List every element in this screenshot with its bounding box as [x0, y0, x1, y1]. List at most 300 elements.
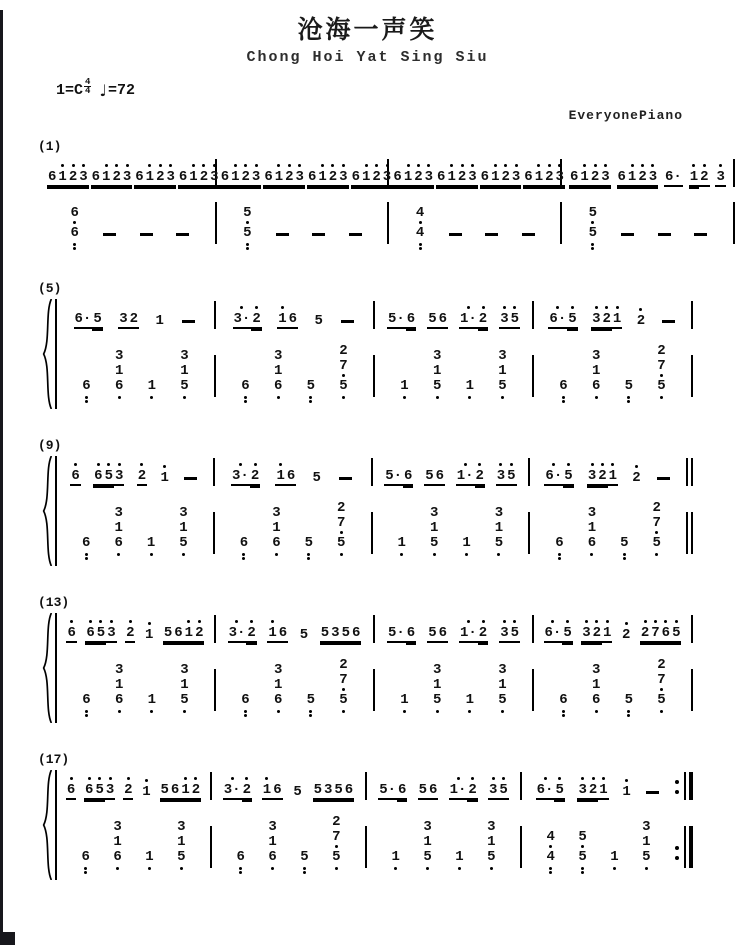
note-digit: 3	[429, 505, 439, 521]
melody-note	[96, 617, 106, 643]
octave-dot-high	[551, 620, 554, 623]
beat-position	[69, 206, 79, 252]
octave-dot-low-slot	[303, 865, 306, 876]
beat-group	[144, 619, 154, 643]
beat-group	[125, 617, 135, 643]
octave-dot-high-slot	[502, 774, 505, 782]
melody-note	[590, 161, 600, 187]
melody-note	[577, 774, 587, 800]
melody-note	[246, 617, 256, 643]
octave-dot-low	[501, 396, 504, 399]
beat-group	[436, 161, 478, 187]
note-digit: 5	[494, 535, 504, 551]
octave-dot-low-slot	[85, 708, 88, 719]
octave-dot-high	[595, 306, 598, 309]
beat-group	[155, 305, 165, 329]
octave-dot-high-slot	[331, 161, 334, 169]
bass-note	[147, 693, 157, 719]
bass-note	[465, 379, 475, 405]
octave-dot-high-slot	[467, 617, 470, 625]
note-digit: 7	[651, 625, 660, 641]
octave-dot-high	[234, 164, 237, 167]
beat-position	[465, 693, 475, 719]
octave-dot-low-slot	[558, 551, 561, 562]
octave-dot-low	[419, 243, 422, 246]
bass-note	[146, 536, 156, 562]
melody-note	[57, 161, 67, 187]
repeat-end-barline	[675, 772, 693, 800]
bass-note	[338, 344, 348, 359]
octave-dot-low	[562, 714, 565, 717]
octave-dot-high-slot	[245, 774, 248, 782]
bass-note	[432, 349, 442, 364]
dash-note	[621, 233, 634, 252]
octave-dot-high	[70, 777, 73, 780]
note-digit: 2	[478, 625, 488, 641]
melody-note	[397, 774, 407, 800]
octave-dot-high-slot	[467, 303, 470, 311]
system	[38, 281, 693, 409]
note-digit: 1	[114, 363, 124, 379]
octave-dot-low	[244, 396, 247, 399]
melody-note	[233, 303, 252, 329]
staves	[57, 613, 693, 723]
octave-dot-low-slot	[433, 551, 436, 562]
note-digit: 3	[648, 169, 658, 185]
octave-dot-low-slot	[655, 551, 658, 562]
barline	[691, 512, 693, 554]
beat-position	[306, 379, 316, 405]
melody-note	[664, 161, 683, 187]
bass-note	[397, 536, 407, 562]
octave-dot-high	[239, 463, 242, 466]
melody-note	[66, 617, 76, 643]
melody-note	[378, 774, 397, 800]
octave-dot-low	[501, 710, 504, 713]
note-digit: 5	[334, 782, 343, 798]
note-digit: 2	[657, 343, 666, 359]
note-digit: 6·	[536, 782, 554, 798]
bass-note	[429, 506, 439, 521]
octave-dot-high-slot	[616, 303, 619, 311]
end-barline	[691, 301, 693, 329]
note-digit: 6	[236, 849, 245, 865]
bass-note	[656, 379, 666, 405]
octave-dot-high-slot	[70, 774, 73, 782]
measure	[216, 344, 373, 405]
melody-note	[510, 617, 520, 643]
octave-dot-high-slot	[571, 303, 574, 311]
melody-note	[292, 776, 302, 800]
melody-note	[496, 460, 506, 486]
bass-note	[179, 364, 189, 379]
note-digit: 6	[437, 169, 446, 185]
note-digit: 7	[339, 358, 348, 374]
octave-dot-high-slot	[240, 303, 243, 311]
note-digit: 3	[423, 819, 432, 835]
dash-note	[485, 233, 498, 252]
beat-position	[449, 233, 462, 252]
beat-position	[591, 663, 601, 719]
melody-note	[371, 161, 381, 187]
note-digit: 1	[147, 692, 157, 708]
bass-note	[306, 379, 316, 405]
beat-group	[91, 161, 133, 187]
melody-note	[70, 460, 80, 486]
beat-position	[81, 536, 91, 562]
octave-dot-high	[427, 164, 430, 167]
melody-note	[101, 161, 111, 187]
duration-dash	[339, 477, 352, 480]
octave-dot-high	[198, 620, 201, 623]
bass-note	[179, 678, 189, 693]
melody-note	[295, 161, 305, 187]
measure	[375, 663, 532, 719]
octave-dot-low	[613, 867, 616, 870]
octave-dot-high-slot	[89, 617, 92, 625]
melody-note	[47, 161, 57, 187]
note-digit: 3	[339, 169, 348, 185]
melody-note	[579, 161, 589, 187]
beat-position	[299, 850, 309, 876]
bass-note	[240, 379, 250, 405]
octave-dot-high	[552, 463, 555, 466]
beat-group	[544, 460, 573, 486]
octave-dot-low	[244, 714, 247, 717]
note-digit: 1	[114, 520, 123, 536]
octave-dot-high-slot	[450, 161, 453, 169]
melody-note	[141, 776, 151, 800]
bass-note	[422, 820, 432, 835]
octave-dot-high	[625, 779, 628, 782]
octave-dot-high-slot	[198, 617, 201, 625]
melody-note	[637, 161, 647, 187]
octave-dot-high	[515, 164, 518, 167]
dash-note	[655, 469, 672, 486]
octave-dot-high	[184, 777, 187, 780]
note-digit: 5	[588, 205, 597, 221]
note-digit: 5	[578, 829, 587, 845]
octave-dot-low	[244, 400, 247, 403]
beat-position	[624, 379, 634, 405]
octave-dot-high-slot	[510, 460, 513, 468]
note-digit: 5·	[385, 468, 403, 484]
octave-dot-high	[148, 622, 151, 625]
melody-note	[263, 161, 273, 187]
octave-dot-high-slot	[605, 303, 608, 311]
melody-note	[122, 161, 132, 187]
octave-dot-high	[375, 164, 378, 167]
bass-note	[494, 506, 504, 521]
bass-note	[112, 820, 122, 835]
octave-dot-high-slot	[461, 161, 464, 169]
bass-note	[273, 349, 283, 364]
note-digit: 5	[432, 692, 442, 708]
octave-dot-low	[549, 867, 552, 870]
octave-dot-low	[562, 400, 565, 403]
octave-dot-low	[242, 557, 245, 560]
note-digit: 3	[177, 819, 186, 835]
bass-note	[338, 693, 348, 719]
melody-note	[406, 303, 416, 329]
end-barline	[691, 615, 693, 643]
octave-dot-low-slot	[627, 394, 630, 405]
octave-dot-high-slot	[548, 161, 551, 169]
melody-note	[403, 161, 413, 187]
note-digit: 3	[79, 169, 88, 185]
bass-note	[176, 850, 186, 876]
octave-dot-low	[277, 710, 280, 713]
note-digit: 5	[299, 627, 309, 643]
bass-note	[178, 521, 188, 536]
octave-dot-high	[288, 164, 291, 167]
bass-note	[336, 501, 346, 516]
note-digit: 3	[273, 348, 283, 364]
octave-dot-high-slot	[594, 161, 597, 169]
octave-dot-low-slot	[335, 865, 338, 876]
octave-dot-high-slot	[515, 161, 518, 169]
octave-dot-low	[85, 396, 88, 399]
octave-dot-low	[73, 247, 76, 250]
octave-dot-high	[129, 620, 132, 623]
melody-note	[581, 617, 591, 643]
note-digit: 5·	[379, 782, 396, 798]
note-digit: 1	[603, 625, 612, 641]
melody-note	[384, 460, 403, 486]
note-digit: 3	[273, 662, 283, 678]
beat-group	[418, 774, 439, 800]
octave-dot-high-slot	[239, 460, 242, 468]
bass-note	[591, 379, 601, 405]
bass-note	[331, 830, 341, 850]
note-digit: 2	[252, 311, 261, 327]
note-digit: 1	[180, 363, 189, 379]
octave-dot-low-slot	[660, 708, 663, 719]
bass-staff	[44, 202, 735, 252]
beat-position	[240, 693, 250, 719]
bass-staff	[57, 658, 693, 719]
octave-dot-low	[335, 845, 338, 848]
melody-note	[223, 774, 242, 800]
beat-group	[160, 774, 202, 800]
octave-dot-high	[72, 164, 75, 167]
note-digit: 6	[404, 468, 413, 484]
octave-dot-high	[159, 164, 162, 167]
octave-dot-high-slot	[503, 617, 506, 625]
octave-dot-high	[417, 164, 420, 167]
octave-dot-high	[97, 463, 100, 466]
octave-dot-high	[169, 164, 172, 167]
beat-group	[569, 161, 611, 187]
bass-note	[114, 663, 124, 678]
melody-note	[498, 774, 508, 800]
barline	[684, 826, 686, 868]
octave-dot-low	[419, 221, 422, 224]
dash-note	[644, 783, 661, 800]
octave-dot-high-slot	[244, 161, 247, 169]
beat-group	[275, 460, 296, 486]
octave-dot-low-slot	[242, 551, 245, 562]
note-digit: 5	[652, 535, 661, 551]
bass-note	[239, 536, 249, 562]
octave-dot-high	[583, 164, 586, 167]
octave-dot-low	[73, 243, 76, 246]
note-digit: 1	[462, 535, 471, 551]
bass-note	[338, 673, 348, 693]
beat-position	[494, 506, 504, 562]
melody-note	[284, 161, 294, 187]
octave-dot-high-slot	[544, 774, 547, 782]
octave-dot-high	[635, 465, 638, 468]
octave-dot-low-slot	[183, 394, 186, 405]
melody-note	[351, 617, 361, 643]
octave-dot-high	[99, 620, 102, 623]
melody-note	[511, 161, 521, 187]
note-digit: 2	[590, 169, 600, 185]
octave-dot-high	[567, 463, 570, 466]
note-digit: 1	[102, 169, 111, 185]
bass-note	[112, 835, 122, 850]
bass-note	[494, 521, 504, 536]
note-digit: 1	[465, 692, 475, 708]
melody-note	[608, 460, 618, 486]
window-left-edge	[0, 10, 3, 945]
duration-dash	[449, 233, 462, 236]
octave-dot-low-slot	[309, 708, 312, 719]
duration-dash	[646, 791, 659, 794]
measure	[57, 617, 214, 643]
end-barline	[691, 355, 693, 405]
beat-group	[263, 161, 305, 187]
beat-group	[384, 460, 413, 486]
melody-note	[544, 460, 563, 486]
melody-note	[424, 161, 434, 187]
note-digit: 6	[82, 692, 91, 708]
octave-dot-high-slot	[342, 161, 345, 169]
bass-note	[113, 521, 123, 536]
beat-group	[548, 303, 577, 329]
measure	[522, 820, 675, 876]
note-digit: 3	[119, 311, 128, 327]
note-digit: 2	[332, 814, 341, 830]
bass-note	[591, 663, 601, 678]
octave-dot-low	[85, 400, 88, 403]
octave-dot-low-slot	[277, 394, 280, 405]
note-digit: 6	[587, 535, 597, 551]
measure	[57, 303, 214, 329]
barline	[684, 772, 686, 800]
beat-position	[112, 820, 122, 876]
octave-dot-high-slot	[265, 774, 268, 782]
melody-note	[251, 161, 261, 187]
octave-dot-high	[457, 777, 460, 780]
beat-group	[137, 460, 147, 486]
beat-position	[336, 501, 346, 562]
bass-note	[429, 536, 439, 562]
note-digit: 6	[81, 849, 90, 865]
beat-position	[624, 693, 634, 719]
note-digit: 6	[393, 169, 402, 185]
octave-dot-high	[503, 620, 506, 623]
octave-dot-low	[581, 871, 584, 874]
beat-position	[147, 693, 157, 719]
melody-note	[163, 617, 173, 643]
note-digit: 3	[500, 625, 509, 641]
octave-dot-low	[271, 867, 274, 870]
note-digit: 2	[638, 169, 647, 185]
note-digit: 6	[94, 468, 103, 484]
octave-dot-low	[309, 400, 312, 403]
melody-note	[592, 617, 602, 643]
publisher-credit: EveryonePiano	[568, 108, 683, 123]
octave-dot-high	[231, 777, 234, 780]
bass-note	[454, 850, 464, 876]
melody-note	[475, 460, 485, 486]
octave-dot-low	[468, 710, 471, 713]
octave-dot-high	[602, 777, 605, 780]
bass-note	[486, 850, 496, 876]
octave-dot-high-slot	[74, 460, 77, 468]
octave-dot-low	[623, 557, 626, 560]
note-digit: 6	[86, 625, 95, 641]
duration-dash	[694, 233, 707, 236]
octave-dot-low	[581, 845, 584, 848]
octave-dot-high-slot	[126, 161, 129, 169]
melody-staff	[57, 772, 693, 800]
note-digit: 5	[306, 378, 316, 394]
note-digit: 2	[199, 169, 209, 185]
beat-group	[387, 303, 416, 329]
octave-dot-high-slot	[148, 619, 151, 627]
note-digit: 5	[568, 311, 577, 327]
note-digit: 1·	[449, 782, 467, 798]
bass-note	[641, 850, 651, 876]
note-digit: 1	[144, 627, 154, 643]
bass-note	[558, 379, 568, 405]
note-digit: 6	[85, 782, 94, 798]
note-digit: 5	[313, 782, 322, 798]
bass-note	[641, 820, 651, 835]
octave-dot-high-slot	[464, 460, 467, 468]
note-digit: 2	[112, 169, 121, 185]
beat-group	[577, 774, 608, 800]
note-digit: 1	[189, 169, 198, 185]
melody-note	[104, 460, 114, 486]
note-digit: 6	[406, 625, 416, 641]
note-digit: 1·	[459, 625, 477, 641]
note-digit: 6	[278, 625, 288, 641]
measure	[373, 460, 529, 486]
note-digit: 6·	[545, 468, 563, 484]
note-digit: 6	[239, 535, 249, 551]
beat-group	[636, 305, 646, 329]
bass-note	[656, 359, 666, 379]
melody-note	[650, 617, 660, 643]
octave-dot-high	[503, 306, 506, 309]
note-digit: 2	[700, 169, 709, 185]
note-digit: 2	[602, 311, 611, 327]
time-signature-top: 4	[85, 76, 91, 87]
melody-note	[220, 161, 230, 187]
note-digit: 2	[137, 468, 147, 484]
melody-note	[587, 460, 597, 486]
octave-dot-high-slot	[654, 617, 657, 625]
beat-position	[331, 815, 341, 876]
melody-note	[94, 774, 104, 800]
melody-note	[272, 774, 282, 800]
octave-dot-high-slot	[692, 161, 695, 169]
octave-dot-high-slot	[625, 776, 628, 784]
